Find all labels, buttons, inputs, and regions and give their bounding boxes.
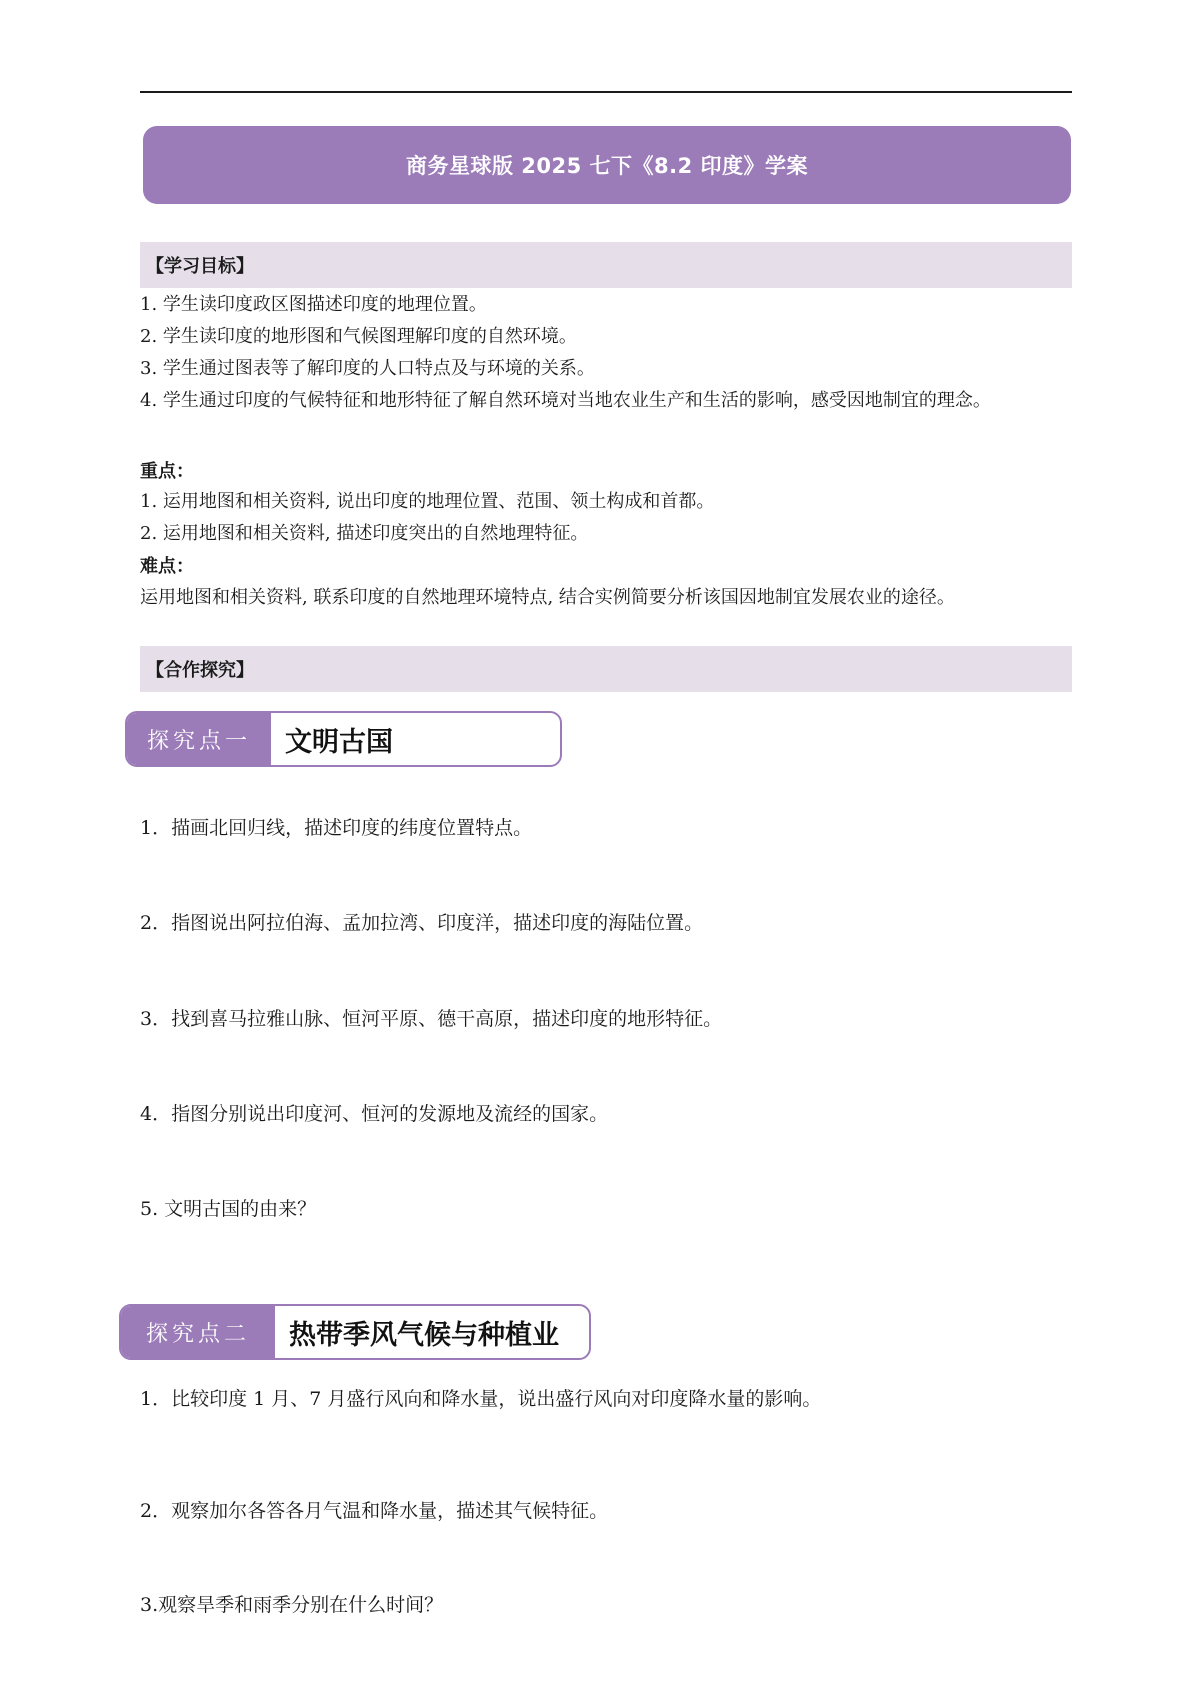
top-rule bbox=[140, 91, 1072, 93]
explore1-question: 3．找到喜马拉雅山脉、恒河平原、德干高原，描述印度的地形特征。 bbox=[140, 1008, 723, 1030]
objectives-heading: 【学习目标】 bbox=[140, 242, 1072, 288]
explore-point-2-header bbox=[119, 1304, 591, 1360]
objective-item: 1. 学生读印度政区图描述印度的地理位置。 bbox=[140, 294, 487, 315]
key-point-item: 2. 运用地图和相关资料, 描述印度突出的自然地理特征。 bbox=[140, 523, 589, 544]
explore1-question: 1．描画北回归线，描述印度的纬度位置特点。 bbox=[140, 817, 533, 839]
document-title: 商务星球版 2025 七下《8.2 印度》学案 bbox=[405, 154, 809, 178]
explore2-question: 3.观察旱季和雨季分别在什么时间？ bbox=[140, 1594, 444, 1616]
explore-point-2-title: 热带季风气候与种植业 bbox=[289, 1319, 559, 1351]
key-point-item: 1. 运用地图和相关资料, 说出印度的地理位置、范围、领土构成和首都。 bbox=[140, 491, 715, 512]
cooperation-heading: 【合作探究】 bbox=[140, 646, 1072, 692]
explore-point-1-title: 文明古国 bbox=[285, 726, 393, 758]
explore-point-1-tag: 探究点一 bbox=[127, 713, 271, 765]
explore-point-2-tag: 探究点二 bbox=[121, 1306, 275, 1358]
objective-item: 3. 学生通过图表等了解印度的人口特点及与环境的关系。 bbox=[140, 358, 595, 379]
title-banner bbox=[143, 126, 1071, 204]
explore-point-1-header bbox=[125, 711, 562, 767]
explore1-question: 5. 文明古国的由来？ bbox=[140, 1198, 317, 1220]
explore1-question: 4．指图分别说出印度河、恒河的发源地及流经的国家。 bbox=[140, 1103, 609, 1125]
objective-item: 4. 学生通过印度的气候特征和地形特征了解自然环境对当地农业生产和生活的影响，感受因地制宜的理念。 bbox=[140, 390, 991, 411]
objective-item: 2. 学生读印度的地形图和气候图理解印度的自然环境。 bbox=[140, 326, 577, 347]
explore2-question: 1．比较印度 1 月、7 月盛行风向和降水量，说出盛行风向对印度降水量的影响。 bbox=[140, 1388, 822, 1410]
explore1-question: 2．指图说出阿拉伯海、孟加拉湾、印度洋，描述印度的海陆位置。 bbox=[140, 912, 704, 934]
explore2-question: 2．观察加尔各答各月气温和降水量，描述其气候特征。 bbox=[140, 1500, 609, 1522]
difficult-points-label: 难点： bbox=[140, 556, 194, 577]
key-points-label: 重点： bbox=[140, 461, 194, 482]
difficult-points-text: 运用地图和相关资料, 联系印度的自然地理环境特点, 结合实例简要分析该国因地制宜发展农业的途径。 bbox=[140, 587, 955, 608]
